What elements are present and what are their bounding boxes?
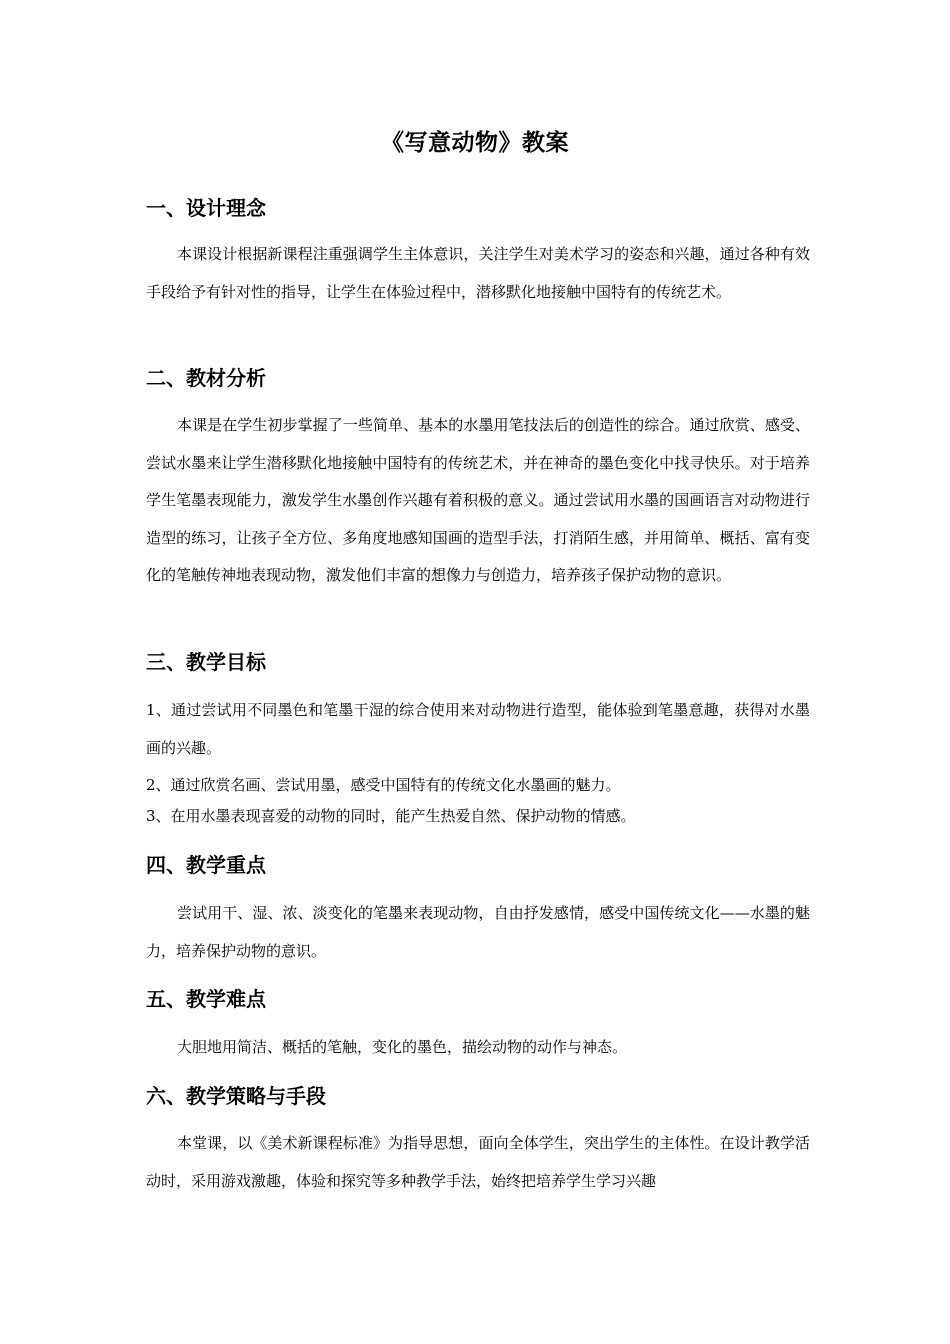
section-paragraph-strategies: 本堂课，以《美术新课程标准》为指导思想，面向全体学生，突出学生的主体性。在设计教学活动时，采用游戏激趣，体验和探究等多种教学手法，始终把培养学生学习兴趣 — [146, 1134, 810, 1190]
goal-item-3: 3、在用水墨表现喜爱的动物的同时，能产生热爱自然、保护动物的情感。 — [146, 807, 636, 825]
goal-item-1: 1、通过尝试用不同墨色和笔墨干湿的综合使用来对动物进行造型，能体验到笔墨意趣，获得对水墨画的兴趣。 — [146, 701, 810, 757]
section-heading-teaching-goals: 三、教学目标 — [146, 650, 266, 674]
section-heading-key-points: 四、教学重点 — [146, 853, 266, 877]
section-paragraph-key-points: 尝试用干、湿、浓、淡变化的笔墨来表现动物，自由抒发感情，感受中国传统文化——水墨的魅力，培养保护动物的意识。 — [146, 904, 810, 960]
section-heading-strategies: 六、教学策略与手段 — [146, 1084, 326, 1108]
goal-item-2: 2、通过欣赏名画、尝试用墨，感受中国特有的传统文化水墨画的魅力。 — [146, 776, 621, 794]
section-heading-design-concept: 一、设计理念 — [146, 196, 266, 220]
document-title: 《写意动物》教案 — [381, 129, 569, 156]
section-paragraph-material-analysis: 本课是在学生初步掌握了一些简单、基本的水墨用笔技法后的创造性的综合。通过欣赏、感受、尝试水墨来让学生潜移默化地接触中国特有的传统艺术，并在神奇的墨色变化中找寻快乐。对于培养学生笔墨表现能力，激发学生水墨创作兴趣有着积极的意义。通过尝试用水墨的国画语言对动物进行造型的练习，让孩子全方位、多角度地感知国画的造型手法，打消陌生感，并用简单、概括、富有变化的笔触传神地表现动物，激发他们丰富的想像力与创造力，培养孩子保护动物的意识。 — [146, 416, 810, 584]
section-paragraph-design-concept: 本课设计根据新课程注重强调学生主体意识，关注学生对美术学习的姿态和兴趣，通过各种有效手段给予有针对性的指导，让学生在体验过程中，潜移默化地接触中国特有的传统艺术。 — [146, 245, 810, 301]
section-paragraph-difficulties: 大胆地用简洁、概括的笔触，变化的墨色，描绘动物的动作与神态。 — [177, 1038, 628, 1056]
section-heading-difficulties: 五、教学难点 — [146, 987, 266, 1011]
section-heading-material-analysis: 二、教材分析 — [146, 366, 266, 390]
